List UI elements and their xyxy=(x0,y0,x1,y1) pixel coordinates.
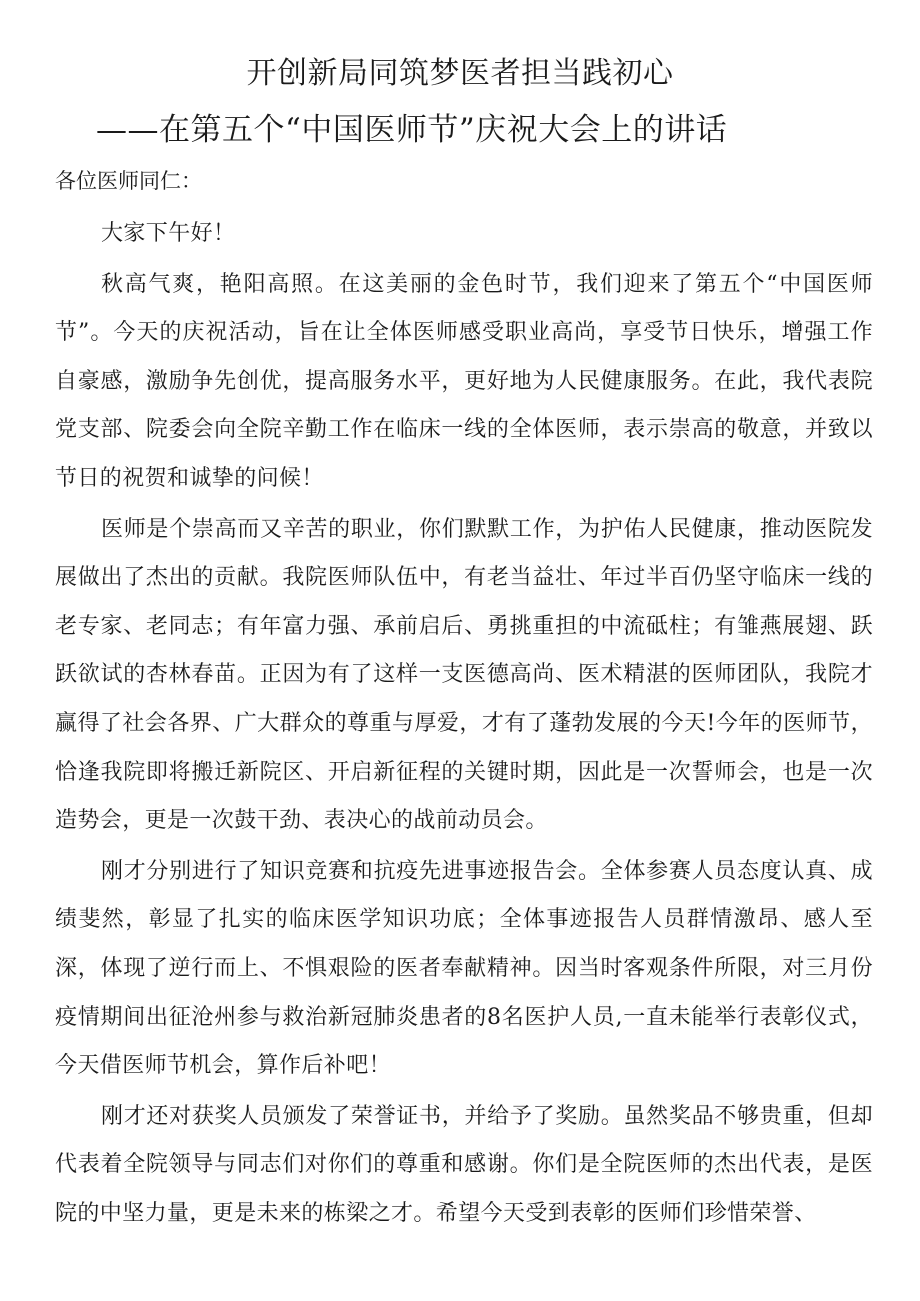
salutation: 各位医师同仁： xyxy=(55,169,202,193)
document-subtitle: ——在第五个“中国医师节”庆祝大会上的讲话 xyxy=(96,112,728,148)
paragraph-awards: 刚才还对获奖人员颁发了荣誉证书，并给予了奖励。虽然奖品不够贵重，但却代表着全院领导与同志们对你们的尊重和感谢。你们是全院医师的杰出代表，是医院的中坚力量，更是未来的栋梁之才。希望今天受到表彰的医师们珍惜荣誉、 xyxy=(55,1103,873,1226)
paragraph-profession: 医师是个崇高而又辛苦的职业，你们默默工作，为护佑人民健康，推动医院发展做出了杰出的贡献。我院医师队伍中，有老当益壮、年过半百仍坚守临床一线的老专家、老同志；有年富力强、承前启后、勇挑重担的中流砥柱；有雏燕展翅、跃跃欲试的杏林春苗。正因为有了这样一支医德高尚、医术精湛的医师团队，我院才赢得了社会各界、广大群众的尊重与厚爱，才有了蓬勃发展的今天!今年的医师节，恰逢我院即将搬迁新院区、开启新征程的关键时期，因此是一次誓师会，也是一次造势会，更是一次鼓干劲、表决心的战前动员会。 xyxy=(55,516,873,834)
document-title: 开创新局同筑梦医者担当践初心 xyxy=(246,56,674,91)
speech-body xyxy=(55,210,873,1240)
paragraph-competition: 刚才分别进行了知识竞赛和抗疫先进事迹报告会。全体参赛人员态度认真、成绩斐然，彰显了扎实的临床医学知识功底；全体事迹报告人员群情激昂、感人至深，体现了逆行而上、不惧艰险的医者奉献精神。因当时客观条件所限，对三月份疫情期间出征沧州参与救治新冠肺炎患者的8名医护人员,一直未能举行表彰仪式，今天借医师节机会，算作后补吧！ xyxy=(55,858,873,1079)
paragraph-opening: 秋高气爽，艳阳高照。在这美丽的金色时节，我们迎来了第五个“中国医师节”。今天的庆祝活动，旨在让全体医师感受职业高尚，享受节日快乐，增强工作自豪感，激励争先创优，提高服务水平，更好地为人民健康服务。在此，我代表院党支部、院委会向全院辛勤工作在临床一线的全体医师，表示崇高的敬意，并致以节日的祝贺和诚挚的问候！ xyxy=(55,271,873,491)
paragraph-greeting: 大家下午好！ xyxy=(101,221,236,246)
